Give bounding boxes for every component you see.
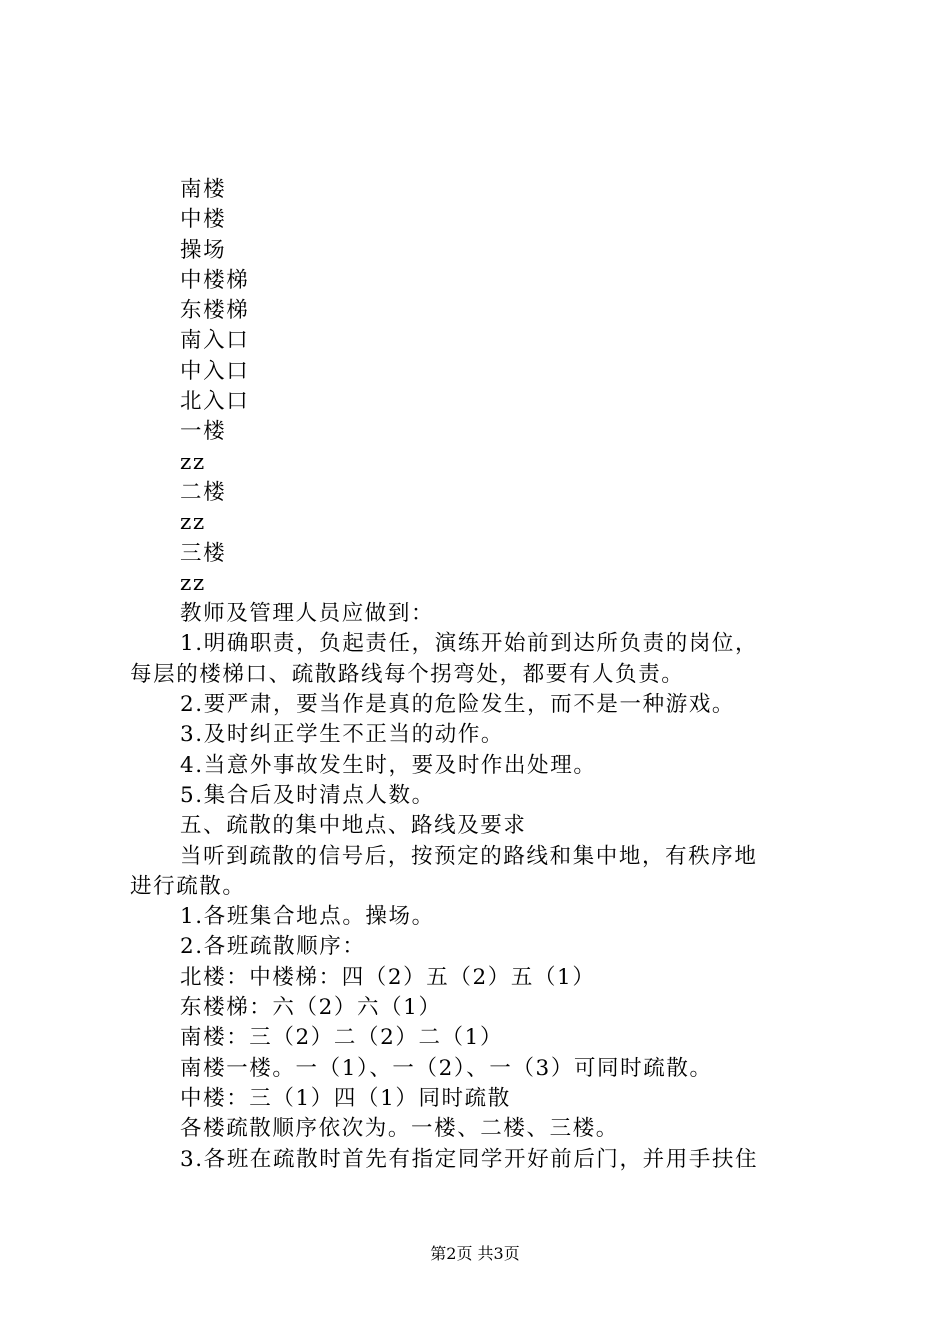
text-line: 教师及管理人员应做到：	[180, 601, 435, 627]
text-line: 北楼：中楼梯：四（2）五（2）五（1）	[180, 964, 596, 990]
text-line: 5.集合后及时清点人数。	[180, 782, 435, 808]
text-line: 南入口	[180, 328, 250, 354]
text-line: 3.各班在疏散时首先有指定同学开好前后门，并用手扶住	[180, 1146, 759, 1172]
text-line: 各楼疏散顺序依次为。一楼、二楼、三楼。	[180, 1116, 619, 1142]
text-line: 当听到疏散的信号后，按预定的路线和集中地，有秩序地	[180, 843, 758, 869]
text-line: 2.各班疏散顺序：	[180, 934, 366, 960]
document-body	[130, 175, 835, 1175]
page-footer: 第2页 共3页	[430, 1244, 520, 1263]
text-line: zz	[180, 449, 206, 475]
text-line: 进行疏散。	[130, 873, 246, 899]
text-line: zz	[180, 510, 206, 536]
text-line: 东楼梯：六（2）六（1）	[180, 995, 442, 1021]
text-line: 三楼	[180, 540, 227, 566]
text-line: 1.明确职责，负起责任，演练开始前到达所负责的岗位，	[180, 631, 759, 657]
text-line: 南楼一楼。一（1）、一（2）、一（3）可同时疏散。	[180, 1055, 713, 1081]
text-line: 操场	[180, 237, 227, 263]
text-line: zz	[180, 570, 206, 596]
text-line: 中楼：三（1）四（1）同时疏散	[180, 1085, 511, 1111]
text-line: 3.及时纠正学生不正当的动作。	[180, 722, 505, 748]
text-line: 中楼	[180, 207, 227, 233]
text-line: 中入口	[180, 358, 250, 384]
text-line: 南楼：三（2）二（2）二（1）	[180, 1025, 504, 1051]
text-line: 中楼梯	[180, 267, 250, 293]
text-line: 4.当意外事故发生时，要及时作出处理。	[180, 752, 597, 778]
text-line: 1.各班集合地点。操场。	[180, 904, 435, 930]
text-line: 一楼	[180, 419, 227, 445]
text-line: 五、疏散的集中地点、路线及要求	[180, 813, 527, 839]
text-line: 二楼	[180, 479, 227, 505]
text-line: 南楼	[180, 177, 227, 202]
text-line: 2.要严肃，要当作是真的危险发生，而不是一种游戏。	[180, 692, 736, 718]
text-line: 东楼梯	[180, 298, 250, 324]
text-line: 每层的楼梯口、疏散路线每个拐弯处，都要有人负责。	[130, 661, 685, 687]
text-line: 北入口	[180, 389, 250, 415]
